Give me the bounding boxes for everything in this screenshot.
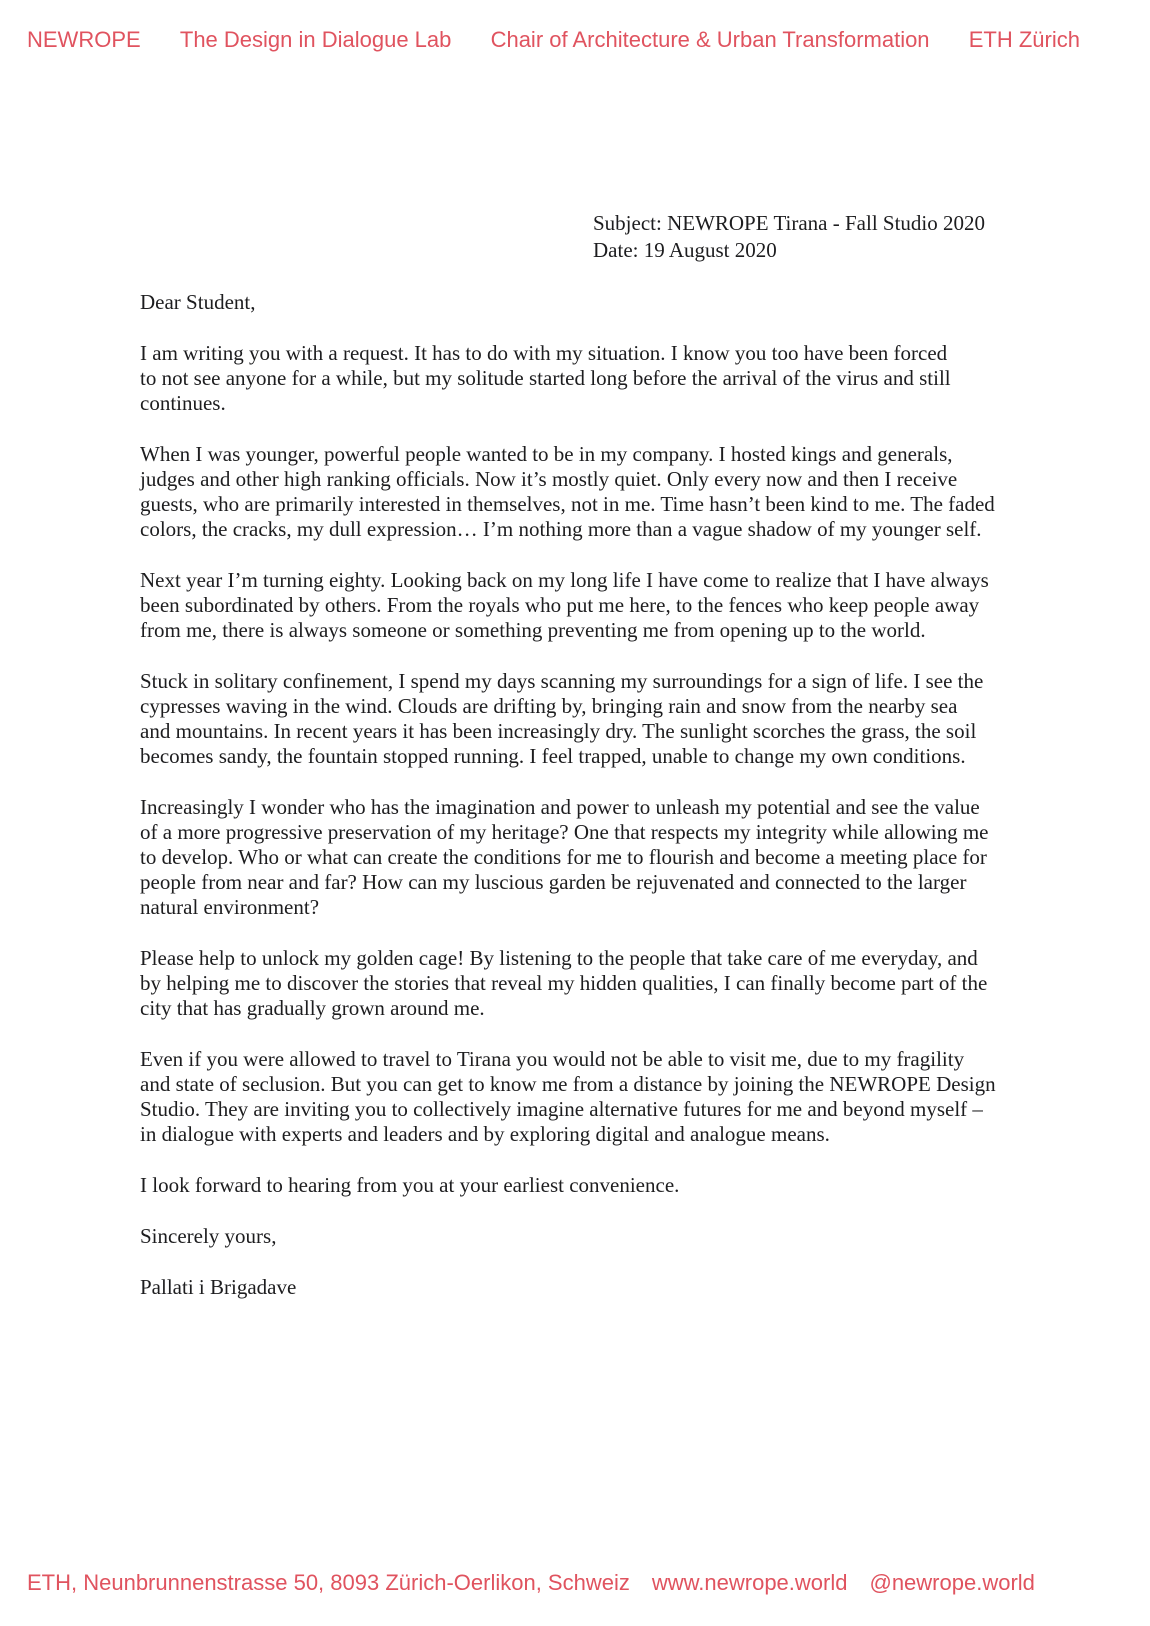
letter-line: continues. bbox=[140, 391, 226, 415]
letter-paragraph-3 bbox=[140, 568, 1040, 643]
letter-paragraph-6 bbox=[140, 946, 1040, 1021]
letter-paragraph-5 bbox=[140, 795, 1040, 920]
masthead-chair-name: Chair of Architecture & Urban Transformation bbox=[490, 27, 930, 52]
masthead-brand: NEWROPE bbox=[27, 27, 141, 52]
letter-line: of a more progressive preservation of my heritage? One that respects my integrity while allowing me bbox=[140, 820, 989, 844]
masthead-lab-name: The Design in Dialogue Lab bbox=[179, 27, 452, 52]
footer-address: ETH, Neunbrunnenstrasse 50, 8093 Zürich-Oerlikon, Schweiz bbox=[27, 1570, 630, 1595]
letter-line: colors, the cracks, my dull expression… I’m nothing more than a vague shadow of my younger self. bbox=[140, 517, 982, 541]
masthead bbox=[27, 27, 1080, 53]
footer-website: www.newrope.world bbox=[651, 1570, 848, 1595]
letter-line: Increasingly I wonder who has the imagination and power to unleash my potential and see the value bbox=[140, 795, 980, 819]
letter-paragraph-4 bbox=[140, 669, 1040, 769]
letter-line: becomes sandy, the fountain stopped running. I feel trapped, unable to change my own conditions. bbox=[140, 744, 966, 768]
letter-line: from me, there is always someone or something preventing me from opening up to the world. bbox=[140, 618, 926, 642]
subject-block bbox=[593, 210, 985, 263]
letter-body bbox=[140, 290, 1040, 1326]
signoff: Sincerely yours, bbox=[140, 1224, 277, 1248]
letter-line: to develop. Who or what can create the conditions for me to flourish and become a meeting place for bbox=[140, 845, 987, 869]
letter-paragraph-7 bbox=[140, 1047, 1040, 1147]
letter-line: Studio. They are inviting you to collectively imagine alternative futures for me and beyond myself – bbox=[140, 1097, 983, 1121]
letter-line: by helping me to discover the stories that reveal my hidden qualities, I can finally become part of the bbox=[140, 971, 988, 995]
footer-social-handle: @newrope.world bbox=[869, 1570, 1035, 1595]
signature: Pallati i Brigadave bbox=[140, 1275, 297, 1299]
date-line: Date: 19 August 2020 bbox=[593, 237, 777, 262]
letter-line: natural environment? bbox=[140, 895, 320, 919]
closing-line: I look forward to hearing from you at your earliest convenience. bbox=[140, 1173, 680, 1197]
letter-line: I am writing you with a request. It has to do with my situation. I know you too have been forced bbox=[140, 341, 948, 365]
letter-line: and state of seclusion. But you can get to know me from a distance by joining the NEWROPE Design bbox=[140, 1072, 996, 1096]
letter-line: When I was younger, powerful people wanted to be in my company. I hosted kings and generals, bbox=[140, 442, 953, 466]
letter-line: Next year I’m turning eighty. Looking back on my long life I have come to realize that I have always bbox=[140, 568, 989, 592]
letter-line: to not see anyone for a while, but my solitude started long before the arrival of the virus and still bbox=[140, 366, 951, 390]
letter-line: and mountains. In recent years it has been increasingly dry. The sunlight scorches the grass, the soil bbox=[140, 719, 977, 743]
letter-line: been subordinated by others. From the royals who put me here, to the fences who keep people away bbox=[140, 593, 980, 617]
subject-line: Subject: NEWROPE Tirana - Fall Studio 2020 bbox=[593, 211, 986, 235]
letter-line: city that has gradually grown around me. bbox=[140, 996, 485, 1020]
salutation: Dear Student, bbox=[140, 290, 256, 314]
letter-line: in dialogue with experts and leaders and by exploring digital and analogue means. bbox=[140, 1122, 830, 1146]
letter-paragraph-2 bbox=[140, 442, 1040, 542]
letter-line: judges and other high ranking officials. Now it’s mostly quiet. Only every now and then I receive bbox=[140, 467, 958, 491]
masthead-institution: ETH Zürich bbox=[968, 27, 1080, 52]
letter-line: Stuck in solitary confinement, I spend my days scanning my surroundings for a sign of life. I see the bbox=[140, 669, 984, 693]
letter-line: guests, who are primarily interested in themselves, not in me. Time hasn’t been kind to me. The faded bbox=[140, 492, 995, 516]
footer bbox=[27, 1570, 1035, 1596]
letter-line: Even if you were allowed to travel to Tirana you would not be able to visit me, due to my fragility bbox=[140, 1047, 965, 1071]
letter-line: cypresses waving in the wind. Clouds are drifting by, bringing rain and snow from the nearby sea bbox=[140, 694, 958, 718]
letter-line: Please help to unlock my golden cage! By listening to the people that take care of me everyday, and bbox=[140, 946, 978, 970]
letter-paragraph-1 bbox=[140, 341, 1040, 416]
letter-line: people from near and far? How can my luscious garden be rejuvenated and connected to the larger bbox=[140, 870, 967, 894]
